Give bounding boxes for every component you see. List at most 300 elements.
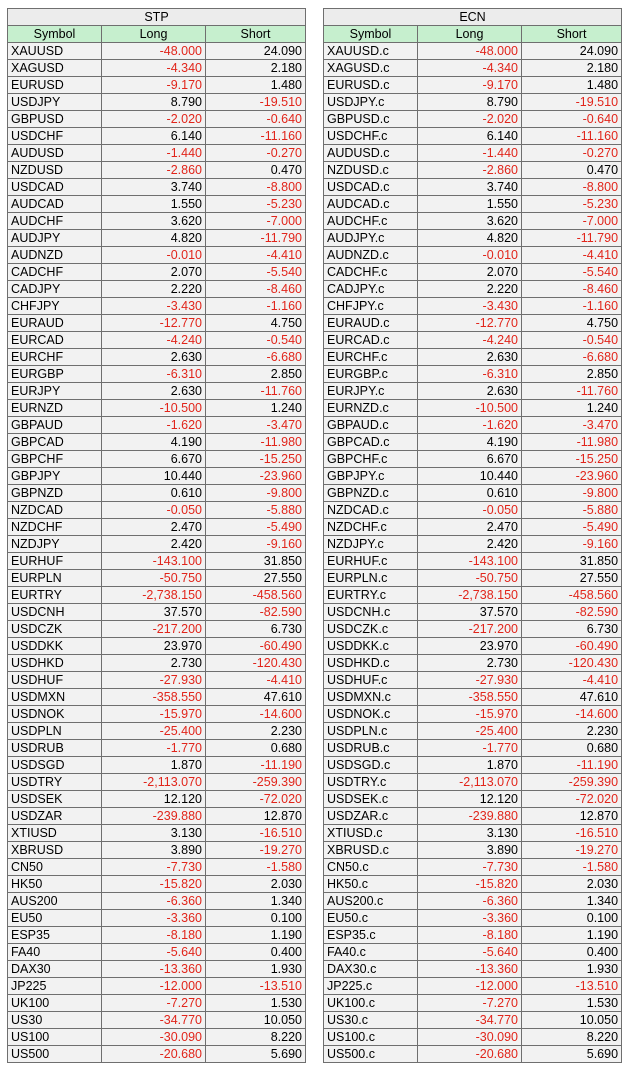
long-cell: -12.000 xyxy=(102,978,206,995)
short-cell: -16.510 xyxy=(522,825,622,842)
table-title: ECN xyxy=(324,9,622,26)
short-cell: 1.190 xyxy=(206,927,306,944)
table-row xyxy=(324,298,622,315)
table-row xyxy=(324,689,622,706)
table-row xyxy=(8,60,306,77)
short-cell: -23.960 xyxy=(206,468,306,485)
short-cell: -11.190 xyxy=(206,757,306,774)
long-cell: 1.870 xyxy=(102,757,206,774)
table-row xyxy=(8,1029,306,1046)
table-row xyxy=(324,145,622,162)
symbol-cell: EURJPY xyxy=(8,383,102,400)
symbol-cell: EURJPY.c xyxy=(324,383,418,400)
symbol-cell: EURCHF xyxy=(8,349,102,366)
symbol-cell: XBRUSD xyxy=(8,842,102,859)
symbol-cell: ESP35.c xyxy=(324,927,418,944)
short-cell: -11.790 xyxy=(206,230,306,247)
symbol-cell: USDCAD xyxy=(8,179,102,196)
table-row xyxy=(324,366,622,383)
short-cell: 0.100 xyxy=(206,910,306,927)
table-row xyxy=(324,519,622,536)
short-cell: 2.030 xyxy=(206,876,306,893)
table-row xyxy=(8,859,306,876)
long-cell: -8.180 xyxy=(418,927,522,944)
short-cell: 2.180 xyxy=(522,60,622,77)
long-cell: 3.890 xyxy=(418,842,522,859)
table-row xyxy=(324,502,622,519)
table-row xyxy=(8,485,306,502)
short-cell: -1.580 xyxy=(206,859,306,876)
table-row xyxy=(324,621,622,638)
symbol-cell: NZDJPY.c xyxy=(324,536,418,553)
symbol-cell: USDCZK.c xyxy=(324,621,418,638)
symbol-cell: DAX30.c xyxy=(324,961,418,978)
short-cell: 1.530 xyxy=(522,995,622,1012)
short-cell: 12.870 xyxy=(522,808,622,825)
symbol-cell: US100.c xyxy=(324,1029,418,1046)
short-cell: 1.340 xyxy=(206,893,306,910)
short-cell: -13.510 xyxy=(206,978,306,995)
long-cell: -1.620 xyxy=(418,417,522,434)
table-row xyxy=(8,43,306,60)
long-cell: -3.430 xyxy=(418,298,522,315)
table-row xyxy=(324,349,622,366)
symbol-cell: AUDJPY.c xyxy=(324,230,418,247)
table-row xyxy=(8,774,306,791)
table-row xyxy=(8,366,306,383)
symbol-cell: EURPLN xyxy=(8,570,102,587)
long-cell: 1.550 xyxy=(418,196,522,213)
short-cell: -82.590 xyxy=(206,604,306,621)
long-cell: 6.670 xyxy=(102,451,206,468)
symbol-cell: AUDNZD.c xyxy=(324,247,418,264)
short-cell: -259.390 xyxy=(522,774,622,791)
short-cell: 1.240 xyxy=(522,400,622,417)
short-cell: -8.800 xyxy=(206,179,306,196)
table-row xyxy=(324,1012,622,1029)
long-cell: -217.200 xyxy=(102,621,206,638)
symbol-cell: FA40 xyxy=(8,944,102,961)
symbol-cell: JP225.c xyxy=(324,978,418,995)
long-cell: -1.440 xyxy=(102,145,206,162)
table-row xyxy=(324,723,622,740)
symbol-cell: EU50.c xyxy=(324,910,418,927)
short-cell: 24.090 xyxy=(522,43,622,60)
long-cell: 1.870 xyxy=(418,757,522,774)
symbol-cell: EURNZD.c xyxy=(324,400,418,417)
table-row xyxy=(8,757,306,774)
long-cell: -5.640 xyxy=(102,944,206,961)
short-cell: -19.270 xyxy=(522,842,622,859)
long-cell: -2,738.150 xyxy=(418,587,522,604)
symbol-cell: CN50.c xyxy=(324,859,418,876)
table-row xyxy=(324,451,622,468)
short-cell: 2.850 xyxy=(522,366,622,383)
long-cell: -3.360 xyxy=(418,910,522,927)
symbol-cell: CHFJPY.c xyxy=(324,298,418,315)
long-cell: -358.550 xyxy=(102,689,206,706)
symbol-cell: NZDJPY xyxy=(8,536,102,553)
long-cell: 2.420 xyxy=(418,536,522,553)
column-header-short: Short xyxy=(522,26,622,43)
table-row xyxy=(8,740,306,757)
short-cell: -0.540 xyxy=(522,332,622,349)
table-row xyxy=(324,910,622,927)
table-row xyxy=(324,315,622,332)
short-cell: 2.230 xyxy=(522,723,622,740)
table-row xyxy=(324,570,622,587)
long-cell: -3.360 xyxy=(102,910,206,927)
short-cell: -11.760 xyxy=(206,383,306,400)
table-row xyxy=(324,264,622,281)
symbol-cell: EURTRY.c xyxy=(324,587,418,604)
table-row xyxy=(324,485,622,502)
table-row xyxy=(324,213,622,230)
symbol-cell: USDTRY.c xyxy=(324,774,418,791)
short-cell: 8.220 xyxy=(522,1029,622,1046)
table-row xyxy=(8,332,306,349)
short-cell: -259.390 xyxy=(206,774,306,791)
table-row xyxy=(324,638,622,655)
long-cell: 3.740 xyxy=(102,179,206,196)
long-cell: 37.570 xyxy=(102,604,206,621)
symbol-cell: AUDUSD xyxy=(8,145,102,162)
table-row xyxy=(8,502,306,519)
symbol-cell: USDMXN.c xyxy=(324,689,418,706)
table-row xyxy=(324,1046,622,1063)
short-cell: -7.000 xyxy=(522,213,622,230)
long-cell: -48.000 xyxy=(102,43,206,60)
table-row xyxy=(324,60,622,77)
short-cell: -15.250 xyxy=(522,451,622,468)
table-row xyxy=(324,43,622,60)
table-row xyxy=(324,162,622,179)
short-cell: 1.930 xyxy=(206,961,306,978)
long-cell: -2,113.070 xyxy=(102,774,206,791)
long-cell: -2.020 xyxy=(102,111,206,128)
symbol-cell: USDCZK xyxy=(8,621,102,638)
table-row xyxy=(324,893,622,910)
short-cell: -15.250 xyxy=(206,451,306,468)
long-cell: 4.820 xyxy=(418,230,522,247)
long-cell: -12.000 xyxy=(418,978,522,995)
symbol-cell: USDRUB.c xyxy=(324,740,418,757)
symbol-cell: AUDCAD.c xyxy=(324,196,418,213)
long-cell: -50.750 xyxy=(418,570,522,587)
long-cell: -15.820 xyxy=(102,876,206,893)
symbol-cell: GBPCAD xyxy=(8,434,102,451)
short-cell: -6.680 xyxy=(206,349,306,366)
table-row xyxy=(8,400,306,417)
table-row xyxy=(324,672,622,689)
symbol-cell: GBPUSD xyxy=(8,111,102,128)
symbol-cell: US500.c xyxy=(324,1046,418,1063)
long-cell: -48.000 xyxy=(418,43,522,60)
symbol-cell: GBPAUD.c xyxy=(324,417,418,434)
long-cell: -6.310 xyxy=(418,366,522,383)
symbol-cell: USDNOK.c xyxy=(324,706,418,723)
short-cell: 2.850 xyxy=(206,366,306,383)
symbol-cell: EURCAD.c xyxy=(324,332,418,349)
long-cell: -13.360 xyxy=(418,961,522,978)
table-row xyxy=(324,1029,622,1046)
long-cell: -27.930 xyxy=(418,672,522,689)
long-cell: 2.220 xyxy=(418,281,522,298)
symbol-cell: EURGBP.c xyxy=(324,366,418,383)
symbol-cell: EURAUD.c xyxy=(324,315,418,332)
long-cell: -1.770 xyxy=(102,740,206,757)
table-row xyxy=(8,842,306,859)
long-cell: -9.170 xyxy=(102,77,206,94)
symbol-cell: EURPLN.c xyxy=(324,570,418,587)
long-cell: 8.790 xyxy=(102,94,206,111)
table-row xyxy=(8,910,306,927)
symbol-cell: NZDUSD.c xyxy=(324,162,418,179)
long-cell: -7.730 xyxy=(418,859,522,876)
table-row xyxy=(8,111,306,128)
long-cell: 23.970 xyxy=(102,638,206,655)
symbol-cell: XAGUSD xyxy=(8,60,102,77)
symbol-cell: CHFJPY xyxy=(8,298,102,315)
short-cell: -11.160 xyxy=(206,128,306,145)
symbol-cell: CN50 xyxy=(8,859,102,876)
symbol-cell: EURUSD xyxy=(8,77,102,94)
symbol-cell: GBPCHF xyxy=(8,451,102,468)
table-row xyxy=(8,128,306,145)
table-row xyxy=(324,94,622,111)
symbol-cell: AUDCHF.c xyxy=(324,213,418,230)
symbol-cell: USDCNH.c xyxy=(324,604,418,621)
short-cell: -120.430 xyxy=(522,655,622,672)
long-cell: -25.400 xyxy=(418,723,522,740)
symbol-cell: AUDNZD xyxy=(8,247,102,264)
table-row xyxy=(324,995,622,1012)
symbol-cell: USDHUF xyxy=(8,672,102,689)
symbol-cell: CADJPY.c xyxy=(324,281,418,298)
short-cell: -7.000 xyxy=(206,213,306,230)
short-cell: -9.160 xyxy=(522,536,622,553)
table-row xyxy=(8,298,306,315)
table-row xyxy=(324,774,622,791)
short-cell: -60.490 xyxy=(522,638,622,655)
table-row xyxy=(8,893,306,910)
short-cell: -8.460 xyxy=(522,281,622,298)
symbol-cell: US30 xyxy=(8,1012,102,1029)
table-row xyxy=(8,621,306,638)
short-cell: -4.410 xyxy=(522,247,622,264)
symbol-cell: EURNZD xyxy=(8,400,102,417)
short-cell: 27.550 xyxy=(522,570,622,587)
short-cell: -5.230 xyxy=(522,196,622,213)
long-cell: -20.680 xyxy=(418,1046,522,1063)
long-cell: 3.740 xyxy=(418,179,522,196)
long-cell: -2,113.070 xyxy=(418,774,522,791)
symbol-cell: EURGBP xyxy=(8,366,102,383)
table-row xyxy=(8,655,306,672)
long-cell: -34.770 xyxy=(418,1012,522,1029)
symbol-cell: XAUUSD.c xyxy=(324,43,418,60)
table-row xyxy=(8,94,306,111)
long-cell: -217.200 xyxy=(418,621,522,638)
symbol-cell: USDCAD.c xyxy=(324,179,418,196)
table-row xyxy=(324,740,622,757)
symbol-cell: AUDUSD.c xyxy=(324,145,418,162)
symbol-cell: GBPUSD.c xyxy=(324,111,418,128)
short-cell: 5.690 xyxy=(522,1046,622,1063)
symbol-cell: USDDKK.c xyxy=(324,638,418,655)
short-cell: -0.270 xyxy=(206,145,306,162)
symbol-cell: NZDCAD xyxy=(8,502,102,519)
long-cell: -5.640 xyxy=(418,944,522,961)
table-row xyxy=(8,179,306,196)
long-cell: -12.770 xyxy=(102,315,206,332)
table-row xyxy=(8,536,306,553)
long-cell: 0.610 xyxy=(418,485,522,502)
short-cell: 10.050 xyxy=(522,1012,622,1029)
symbol-cell: UK100.c xyxy=(324,995,418,1012)
short-cell: -14.600 xyxy=(206,706,306,723)
long-cell: -6.360 xyxy=(102,893,206,910)
long-cell: 0.610 xyxy=(102,485,206,502)
symbol-cell: USDSEK.c xyxy=(324,791,418,808)
long-cell: 2.630 xyxy=(418,383,522,400)
symbol-cell: EURCHF.c xyxy=(324,349,418,366)
symbol-cell: USDCNH xyxy=(8,604,102,621)
short-cell: 0.680 xyxy=(206,740,306,757)
short-cell: -19.510 xyxy=(206,94,306,111)
table-row xyxy=(8,196,306,213)
table-row xyxy=(8,230,306,247)
symbol-cell: USDCHF xyxy=(8,128,102,145)
short-cell: -14.600 xyxy=(522,706,622,723)
short-cell: 1.530 xyxy=(206,995,306,1012)
table-row xyxy=(8,145,306,162)
long-cell: -9.170 xyxy=(418,77,522,94)
short-cell: 2.230 xyxy=(206,723,306,740)
symbol-cell: AUDCAD xyxy=(8,196,102,213)
long-cell: -4.340 xyxy=(418,60,522,77)
table-row xyxy=(8,247,306,264)
long-cell: 6.670 xyxy=(418,451,522,468)
symbol-cell: EURTRY xyxy=(8,587,102,604)
table-row xyxy=(8,77,306,94)
symbol-cell: EURUSD.c xyxy=(324,77,418,94)
long-cell: -0.010 xyxy=(102,247,206,264)
ecn-swap-table xyxy=(323,8,622,1063)
table-row xyxy=(8,570,306,587)
table-row xyxy=(8,553,306,570)
symbol-cell: JP225 xyxy=(8,978,102,995)
symbol-cell: NZDCAD.c xyxy=(324,502,418,519)
short-cell: 31.850 xyxy=(522,553,622,570)
column-header-long: Long xyxy=(418,26,522,43)
short-cell: 27.550 xyxy=(206,570,306,587)
short-cell: -4.410 xyxy=(206,672,306,689)
symbol-cell: XBRUSD.c xyxy=(324,842,418,859)
symbol-cell: AUDJPY xyxy=(8,230,102,247)
symbol-cell: US100 xyxy=(8,1029,102,1046)
long-cell: 23.970 xyxy=(418,638,522,655)
symbol-cell: CADCHF xyxy=(8,264,102,281)
short-cell: -11.790 xyxy=(522,230,622,247)
long-cell: 12.120 xyxy=(102,791,206,808)
short-cell: 31.850 xyxy=(206,553,306,570)
table-row xyxy=(8,468,306,485)
table-row xyxy=(8,808,306,825)
long-cell: -50.750 xyxy=(102,570,206,587)
long-cell: 2.730 xyxy=(418,655,522,672)
long-cell: 2.070 xyxy=(418,264,522,281)
short-cell: -3.470 xyxy=(206,417,306,434)
symbol-cell: USDPLN.c xyxy=(324,723,418,740)
long-cell: 3.890 xyxy=(102,842,206,859)
long-cell: -10.500 xyxy=(418,400,522,417)
short-cell: -5.540 xyxy=(522,264,622,281)
long-cell: -1.620 xyxy=(102,417,206,434)
long-cell: -2.860 xyxy=(102,162,206,179)
symbol-cell: AUS200 xyxy=(8,893,102,910)
table-row xyxy=(324,825,622,842)
symbol-cell: USDZAR.c xyxy=(324,808,418,825)
short-cell: 1.480 xyxy=(522,77,622,94)
long-cell: -30.090 xyxy=(418,1029,522,1046)
symbol-cell: USDHKD.c xyxy=(324,655,418,672)
long-cell: 8.790 xyxy=(418,94,522,111)
table-row xyxy=(8,281,306,298)
long-cell: 10.440 xyxy=(418,468,522,485)
symbol-cell: GBPCAD.c xyxy=(324,434,418,451)
long-cell: -15.970 xyxy=(418,706,522,723)
short-cell: -1.580 xyxy=(522,859,622,876)
table-row xyxy=(324,587,622,604)
long-cell: 10.440 xyxy=(102,468,206,485)
table-row xyxy=(8,961,306,978)
table-row xyxy=(324,230,622,247)
symbol-cell: US30.c xyxy=(324,1012,418,1029)
symbol-cell: EURAUD xyxy=(8,315,102,332)
short-cell: 1.480 xyxy=(206,77,306,94)
short-cell: -5.540 xyxy=(206,264,306,281)
symbol-cell: XTIUSD.c xyxy=(324,825,418,842)
table-row xyxy=(8,417,306,434)
table-row xyxy=(324,417,622,434)
short-cell: 4.750 xyxy=(206,315,306,332)
short-cell: -16.510 xyxy=(206,825,306,842)
table-row xyxy=(8,315,306,332)
short-cell: 1.190 xyxy=(522,927,622,944)
table-row xyxy=(324,706,622,723)
short-cell: -6.680 xyxy=(522,349,622,366)
long-cell: -7.270 xyxy=(418,995,522,1012)
table-row xyxy=(8,825,306,842)
short-cell: -19.510 xyxy=(522,94,622,111)
table-row xyxy=(324,179,622,196)
table-row xyxy=(8,672,306,689)
table-row xyxy=(8,264,306,281)
table-row xyxy=(8,587,306,604)
long-cell: 37.570 xyxy=(418,604,522,621)
symbol-cell: GBPCHF.c xyxy=(324,451,418,468)
column-header-symbol: Symbol xyxy=(324,26,418,43)
long-cell: 2.630 xyxy=(102,349,206,366)
symbol-cell: USDJPY xyxy=(8,94,102,111)
short-cell: 6.730 xyxy=(522,621,622,638)
symbol-cell: USDSGD.c xyxy=(324,757,418,774)
symbol-cell: USDZAR xyxy=(8,808,102,825)
symbol-cell: US500 xyxy=(8,1046,102,1063)
short-cell: -19.270 xyxy=(206,842,306,859)
long-cell: -4.240 xyxy=(102,332,206,349)
